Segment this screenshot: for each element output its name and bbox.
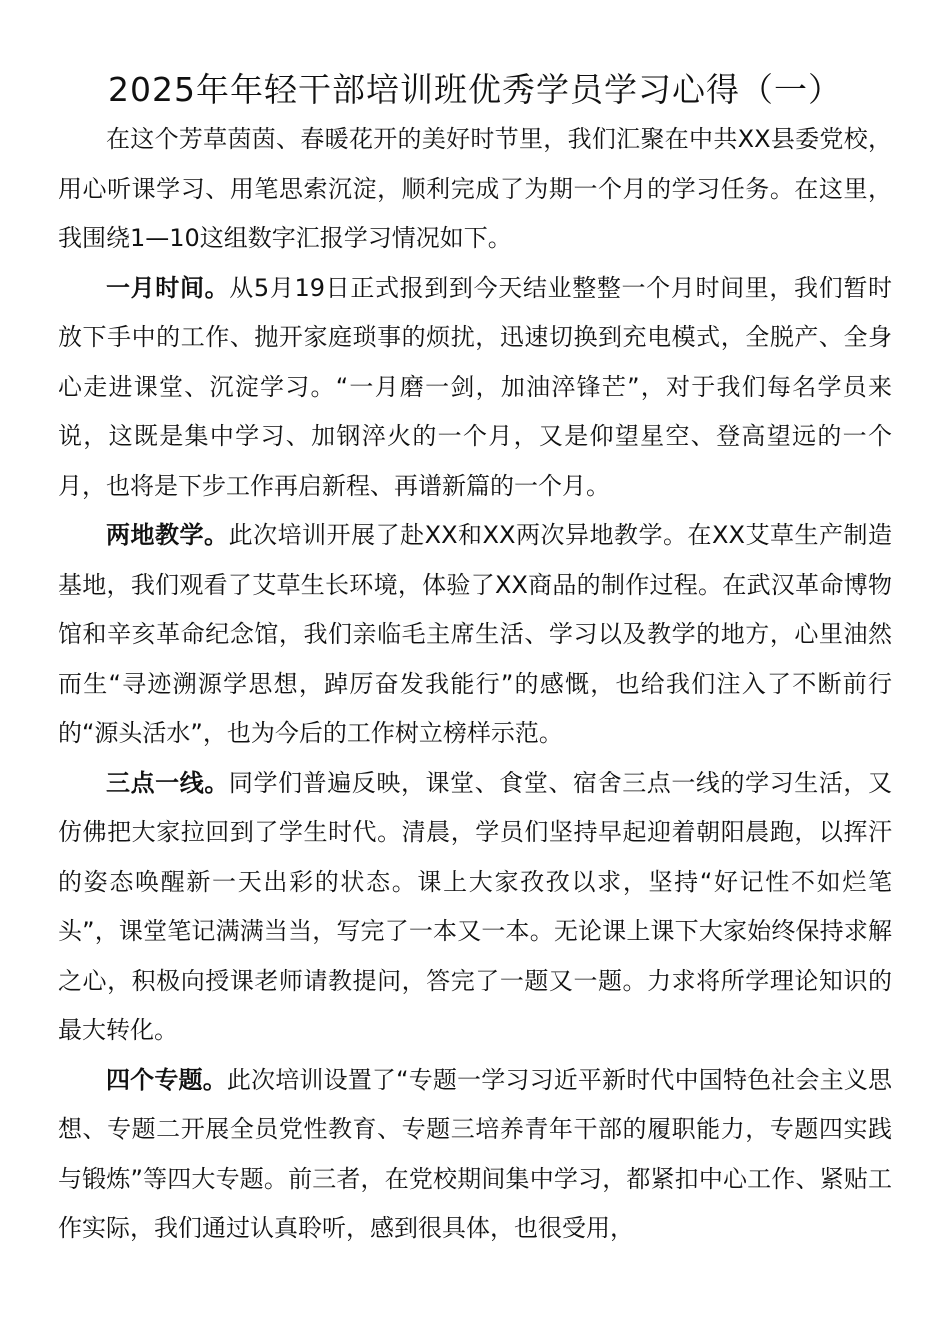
paragraph-text: 同学们普遍反映，课堂、食堂、宿舍三点一线的学习生活，又仿佛把大家拉回到了学生时代。清晨，学员们坚持早起迎着朝阳晨跑，以挥汗的姿态唤醒新一天出彩的状态。课上大家孜孜以求，坚持“好记性不如烂笔头”，课堂笔记满满当当，写完了一本又一本。无论课上课下大家始终保持求解之心，积极向授课老师请教提问，答完了一题又一题。力求将所学理论知识的最大转化。 [58,768,893,1044]
paragraph-text: 此次培训设置了“专题一学习习近平新时代中国特色社会主义思想、专题二开展全员党性教育、专题三培养青年干部的履职能力，专题四实践与锻炼”等四大专题。前三者，在党校期间集中学习，都紧扣中心工作、紧贴工作实际，我们通过认真聆听，感到很具体，也很受用， [58,1065,892,1242]
paragraph-text: 在这个芳草茵茵、春暖花开的美好时节里，我们汇聚在中共XX县委党校，用心听课学习、用笔思索沉淀，顺利完成了为期一个月的学习任务。在这里，我围绕1—10这组数字汇报学习情况如下。 [58,125,892,252]
paragraph-lead: 两地教学。 [106,521,229,549]
paragraph-lead: 三点一线。 [106,768,229,797]
paragraph-four-topics [58,1056,892,1254]
paragraph-text: 此次培训开展了赴XX和XX两次异地教学。在XX艾草生产制造基地，我们观看了艾草生长环境，体验了XX商品的制作过程。在武汉革命博物馆和辛亥革命纪念馆，我们亲临毛主席生活、学习以及教学的地方，心里油然而生“寻迹溯源学思想，踔厉奋发我能行”的感慨，也给我们注入了不断前行的“源头活水”，也为今后的工作树立榜样示范。 [58,521,892,747]
paragraph-text: 从5月19日正式报到到今天结业整整一个月时间里，我们暂时放下手中的工作、抛开家庭琐事的烦扰，迅速切换到充电模式，全脱产、全身心走进课堂、沉淀学习。“一月磨一剑，加油淬锋芒”，对于我们每名学员来说，这既是集中学习、加钢淬火的一个月，又是仰望星空、登高望远的一个月，也将是下步工作再启新程、再谱新篇的一个月。 [58,273,893,500]
paragraph-lead: 四个专题。 [106,1065,227,1094]
paragraph-three-points [58,759,892,1056]
paragraph-lead: 一月时间。 [106,273,230,302]
document-title: 2025年年轻干部培训班优秀学员学习心得（一） [108,70,842,109]
document-body [58,115,892,1254]
paragraph-two-places [58,511,892,759]
paragraph-one-month [58,264,892,512]
paragraph-intro [58,115,892,264]
